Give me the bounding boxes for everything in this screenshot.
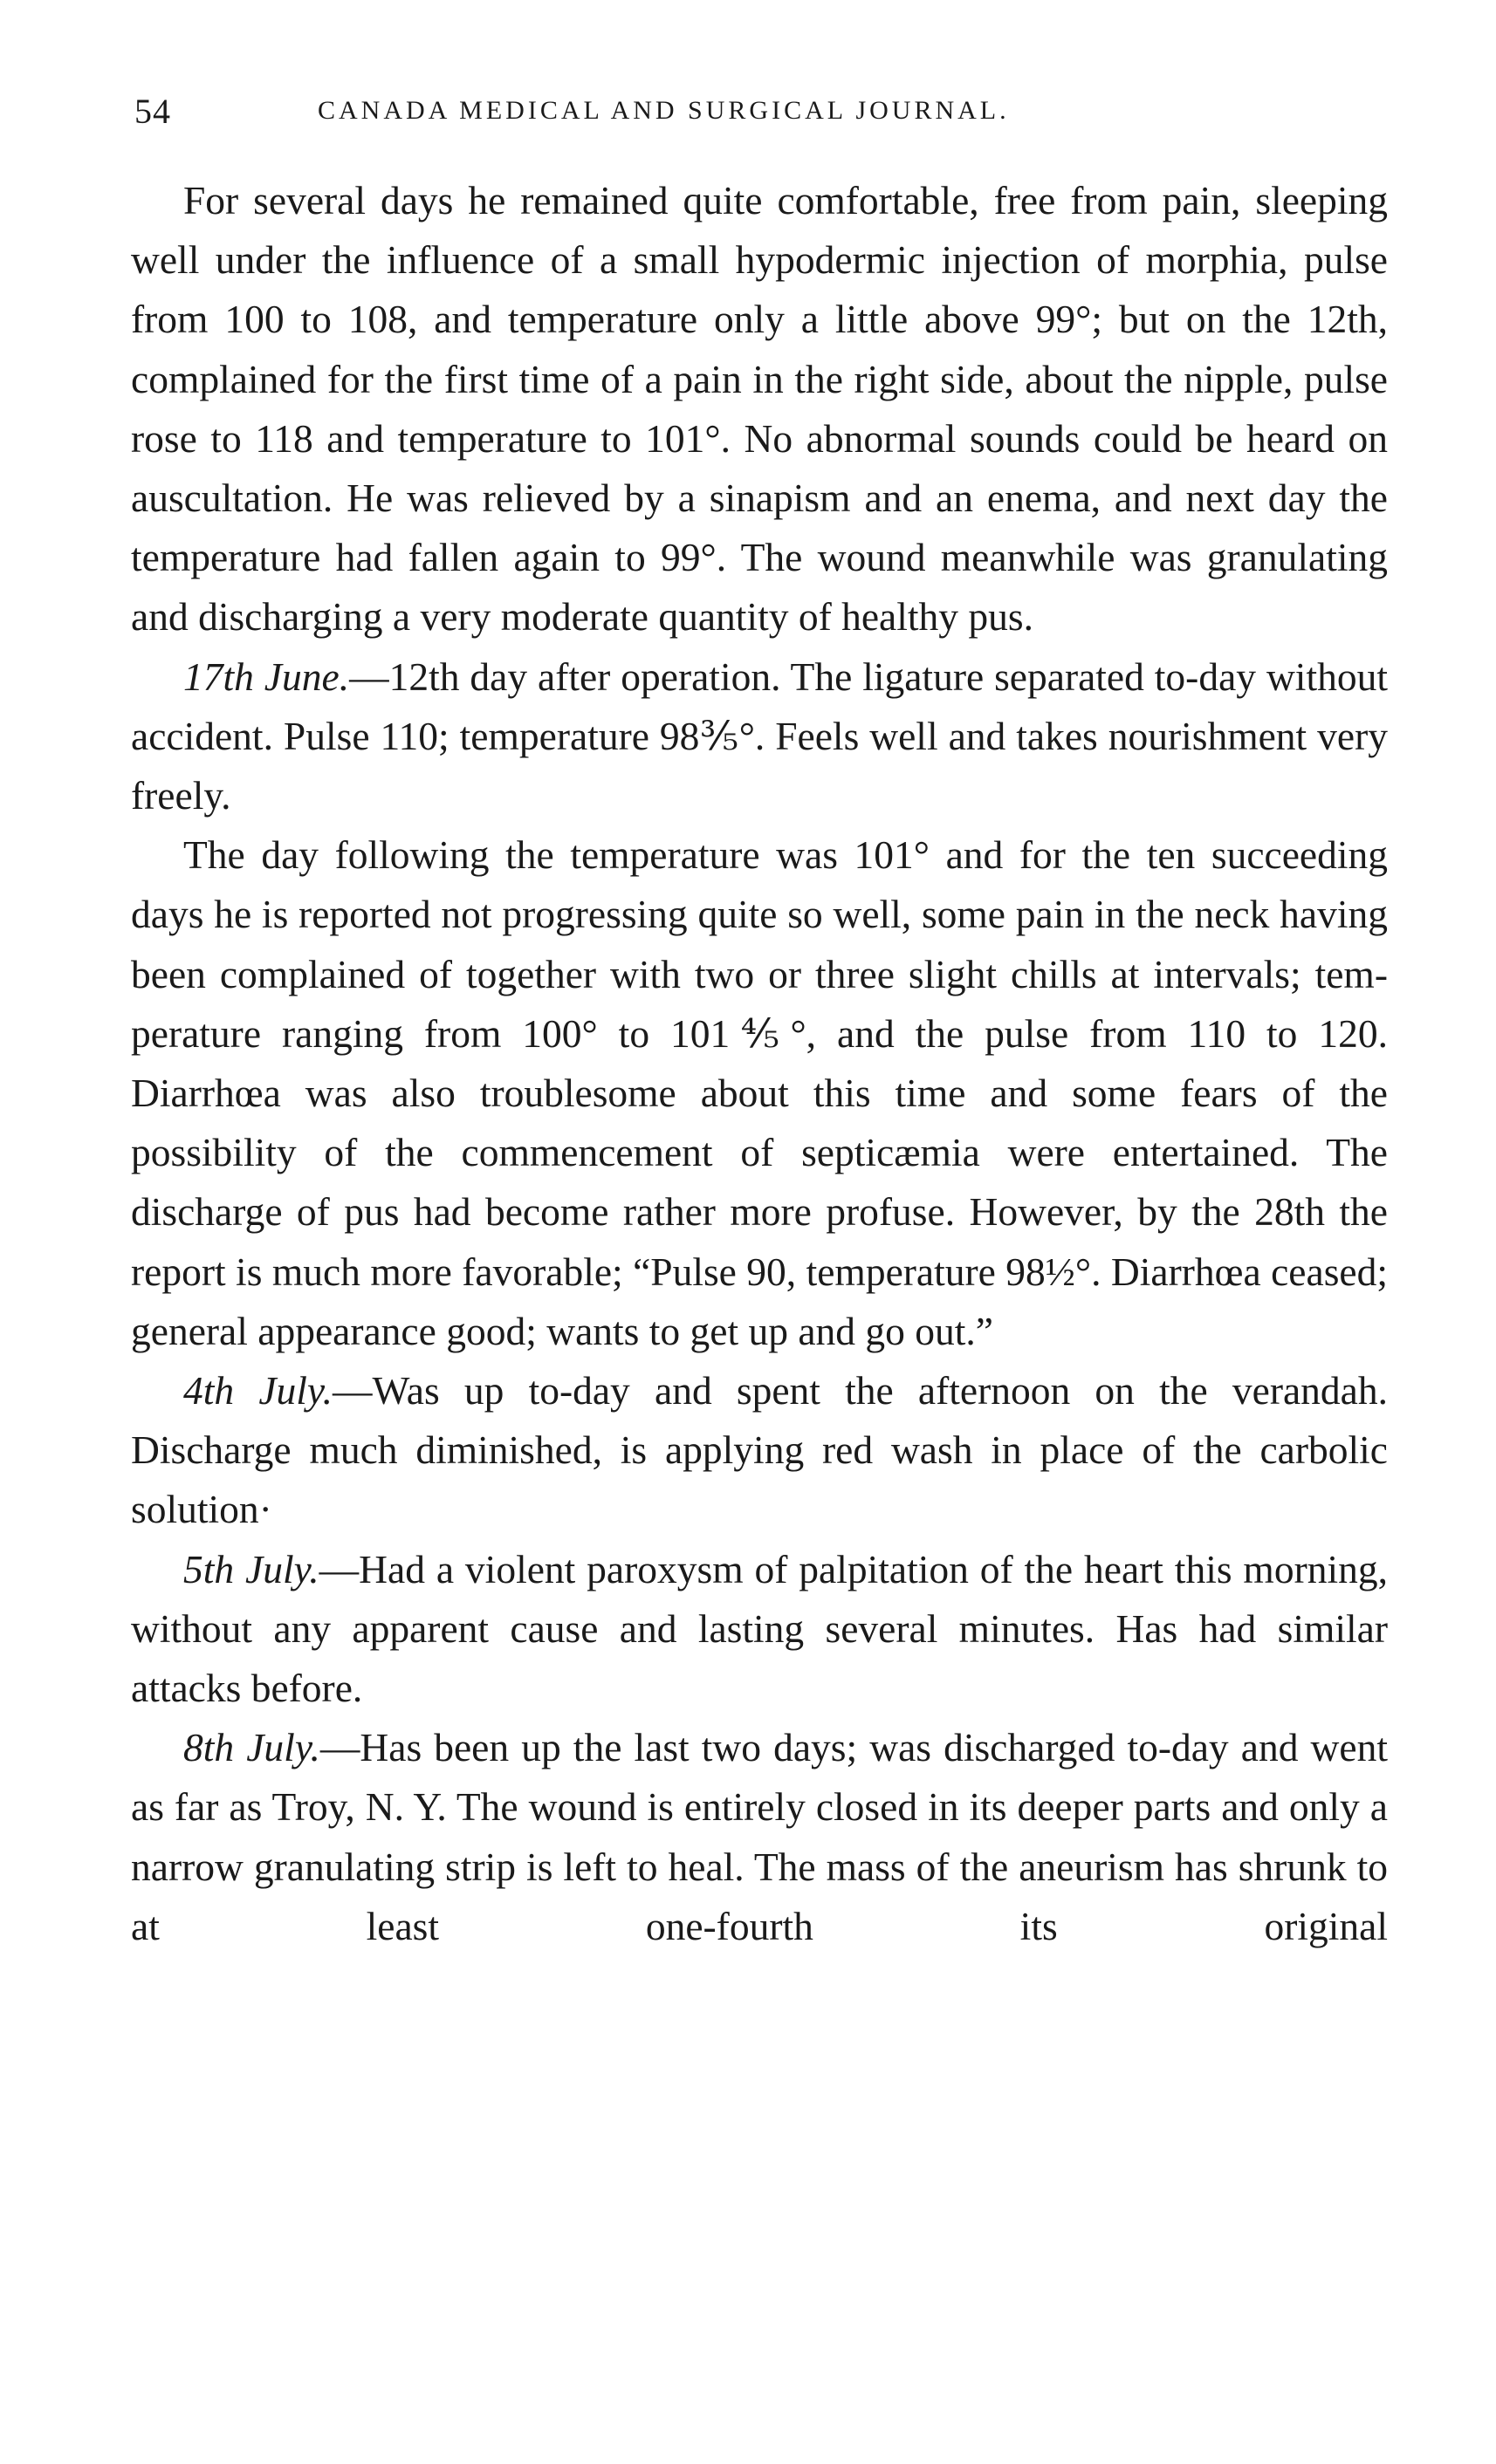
paragraph-text: —12th day after operation. The ligature separated to-day without accident. Pulse 110; temperature 98⅗°. Feels well and takes nourishment very freely.	[131, 654, 1388, 818]
paragraph-17th-june	[131, 647, 1388, 826]
paragraph-following-days	[131, 825, 1388, 1361]
journal-title: CANADA MEDICAL AND SURGICAL JOURNAL.	[318, 96, 1010, 125]
paragraph-text: —Was up to-day and spent the afternoon on the verandah. Discharge much diminished, is applying red wash in place of the carbolic solution·	[131, 1368, 1388, 1532]
journal-page	[131, 87, 1388, 1956]
paragraph-5th-july	[131, 1540, 1388, 1719]
paragraph-text: —Has been up the last two days; was discharged to-day and went as far as Troy, N. Y. The wound is entirely closed in its deeper parts and only a narrow granulating strip is left to heal. The mass of the aneurism has shrunk to at least one-fourth its original	[131, 1725, 1388, 1948]
paragraph-text: The day following the temperature was 101° and for the ten succeeding days he is reported not progressing quite so well, some pain in the neck having been complained of together with two or three slight chills at intervals; temperature ranging from 100° to 101⅘°, and the pulse from 110 to 120. Diarrhœa was also troublesome about this time and some fears of the possibility of the commencement of septicæmia were entertained. The discharge of pus had become rather more profuse. However, by the 28th the report is much more favorable; “Pulse 90, temperature 98½°. Diarrhœa ceased; general appearance good; wants to get up and go out.”	[131, 832, 1388, 1353]
page-number: 54	[134, 92, 171, 131]
running-head	[131, 87, 1388, 140]
date-label: 8th July.	[183, 1725, 320, 1770]
paragraph-4th-july	[131, 1361, 1388, 1540]
paragraph-text: For several days he remained quite comfortable, free from pain, sleeping well under the influence of a small hypodermic injection of morphia, pulse from 100 to 108, and temperature only a little above 99°; but on the 12th, complained for the first time of a pain in the right side, about the nipple, pulse rose to 118 and temperature to 101°. No abnormal sounds could be heard on auscultation. He was relieved by a sinapism and an enema, and next day the temperature had fallen again to 99°. The wound meanwhile was granulating and discharging a very moderate quantity of healthy pus.	[131, 178, 1388, 640]
date-label: 17th June.	[183, 654, 350, 699]
date-label: 5th July.	[183, 1546, 319, 1591]
paragraph-8th-july	[131, 1718, 1388, 1956]
paragraph-convalescence	[131, 171, 1388, 647]
paragraph-text: —Had a violent paroxysm of palpitation of the heart this morning, without any apparent cause and lasting several minutes. Has had similar attacks before.	[131, 1546, 1388, 1711]
date-label: 4th July.	[183, 1368, 333, 1413]
article-body	[131, 171, 1388, 1956]
